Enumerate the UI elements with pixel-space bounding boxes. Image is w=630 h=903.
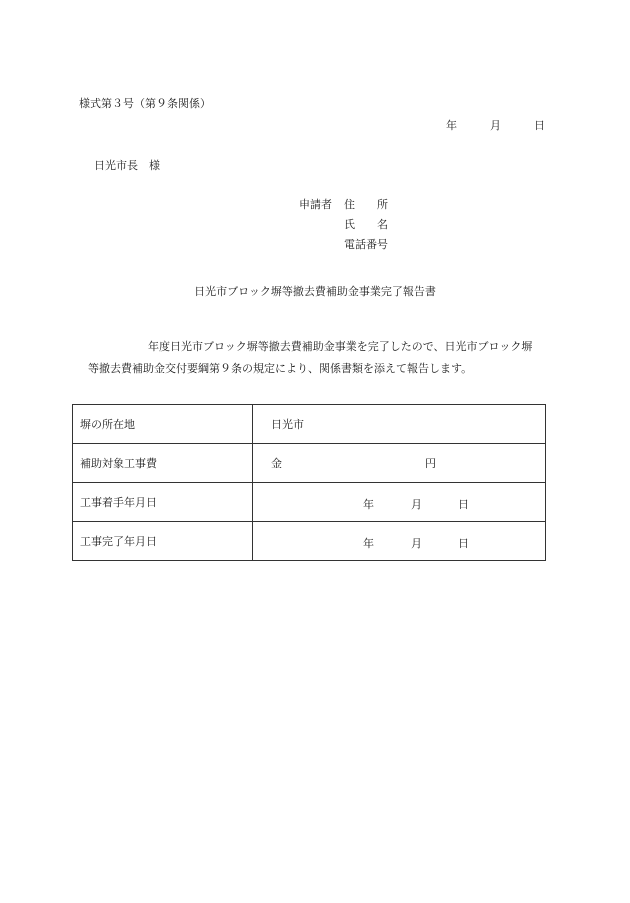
applicant-phone-label: 電話番号: [344, 238, 388, 251]
end-date-label: 工事完了年月日: [73, 522, 253, 561]
report-body-line-1: 年度日光市ブロック塀等撤去費補助金事業を完了したので、日光市ブロック塀: [148, 340, 533, 353]
date-year: 年: [446, 119, 457, 132]
document-title: 日光市ブロック塀等撤去費補助金事業完了報告書: [194, 285, 436, 298]
table-row-end-date: [73, 522, 546, 561]
table-row-location: [73, 405, 546, 444]
report-body-line-2: 等撤去費補助金交付要綱第９条の規定により、関係書類を添えて報告します。: [88, 362, 473, 375]
end-date-cell[interactable]: [253, 522, 546, 561]
applicant-name-label: 氏 名: [344, 218, 388, 231]
cost-prefix: 金: [271, 457, 282, 470]
form-number: 様式第３号（第９条関係）: [79, 97, 211, 110]
applicant-label: 申請者: [299, 198, 332, 211]
end-date-month: 月: [411, 537, 422, 550]
cost-unit: 円: [425, 457, 436, 470]
location-value-cell[interactable]: [253, 405, 546, 444]
start-date-label: 工事着手年月日: [73, 483, 253, 522]
location-label: 塀の所在地: [73, 405, 253, 444]
table-row-start-date: [73, 483, 546, 522]
addressee: 日光市長 様: [94, 159, 160, 172]
start-date-day: 日: [458, 498, 469, 511]
start-date-cell[interactable]: [253, 483, 546, 522]
start-date-month: 月: [411, 498, 422, 511]
end-date-day: 日: [458, 537, 469, 550]
report-table: [72, 404, 546, 561]
applicant-address-label: 住 所: [344, 198, 388, 211]
date-month: 月: [490, 119, 501, 132]
end-date-year: 年: [363, 537, 374, 550]
location-value: 日光市: [271, 418, 304, 431]
table-row-cost: [73, 444, 546, 483]
cost-label: 補助対象工事費: [73, 444, 253, 483]
submission-date: [446, 120, 545, 131]
report-body: [88, 336, 550, 380]
date-day: 日: [534, 119, 545, 132]
start-date-year: 年: [363, 498, 374, 511]
cost-value-cell[interactable]: [253, 444, 546, 483]
